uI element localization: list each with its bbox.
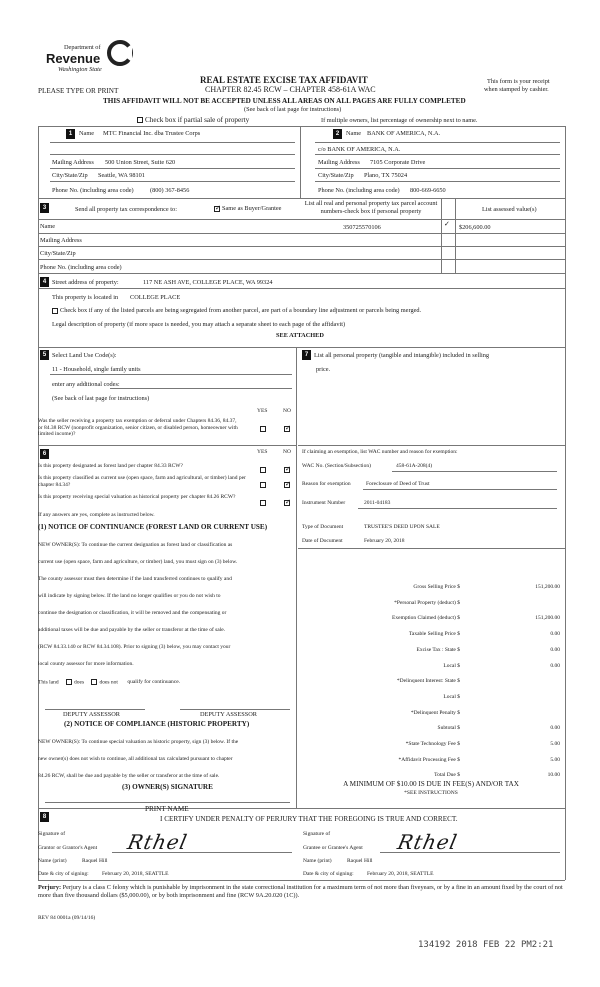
section-8-number: 8 <box>40 812 49 822</box>
street-address[interactable]: 117 NE ASH AVE, COLLEGE PLACE, WA 99324 <box>143 279 273 286</box>
tax-row: *Personal Property (deduct) $ <box>394 599 460 606</box>
dept-line3: Washington State <box>58 66 102 73</box>
form-subtitle: CHAPTER 82.45 RCW – CHAPTER 458-61A WAC <box>205 85 376 94</box>
receipt-stamp: 134192 2018 FEB 22 PM2:21 <box>418 940 554 950</box>
section-1-number: 1 <box>66 129 75 139</box>
forest-question: Is this property designated as forest land per chapter 84.33 RCW? <box>38 463 183 469</box>
tax-row: Local $ 0.00 <box>443 662 560 669</box>
doc-date[interactable]: February 20, 2018 <box>364 538 405 544</box>
certify-statement: I CERTIFY UNDER PENALTY OF PERJURY THAT THE FOREGOING IS TRUE AND CORRECT. <box>160 815 458 823</box>
exempt-no-checkbox[interactable] <box>284 420 292 438</box>
same-as-buyer-checkbox[interactable] <box>214 206 220 212</box>
buyer-mailing-label: Mailing Address <box>318 159 360 166</box>
grantee-sig-label2: Grantee or Grantee's Agent <box>303 845 363 851</box>
this-land-row: This land does does not qualify for continuance. <box>38 679 181 686</box>
segregated[interactable]: Check box if any of the listed parcels are being segregated from another parcel, are part of a boundary line adjustment or parcels being merged. <box>52 307 421 315</box>
personal-property-label: List all personal property (tangible and intangible) included in selling <box>314 352 490 359</box>
section-4-number: 4 <box>40 277 49 287</box>
historic-yes-checkbox[interactable] <box>260 494 268 512</box>
deputy-assessor-2: DEPUTY ASSESSOR <box>200 711 257 718</box>
exemption-note: If claiming an exemption, list WAC number and reason for exemption: <box>302 449 458 455</box>
grantor-name-label: Name (print) <box>38 858 67 864</box>
located-in[interactable]: COLLEGE PLACE <box>130 294 181 301</box>
seller-phone[interactable]: (800) 367-8456 <box>150 187 190 194</box>
form-title: REAL ESTATE EXCISE TAX AFFIDAVIT <box>200 75 368 85</box>
current-use-question: Is this property classified as current use (open space, farm and agricultural, or timber) land per chapter 84.34? <box>38 475 246 488</box>
buyer-name[interactable]: BANK OF AMERICA, N.A. <box>367 130 441 137</box>
historic-no-checkbox[interactable] <box>284 494 292 512</box>
instrument-number[interactable]: 2011-04183 <box>364 500 391 506</box>
tax-row: *State Technology Fee $ 5.00 <box>405 741 560 748</box>
notice-compliance-title: (2) NOTICE OF COMPLIANCE (HISTORIC PROPERTY) <box>64 720 250 728</box>
s6-yes: YES <box>257 449 268 455</box>
receipt-note2: when stamped by cashier. <box>484 86 549 93</box>
print-name-label: PRINT NAME <box>145 805 189 813</box>
does-checkbox[interactable] <box>66 679 72 685</box>
grantor-signature[interactable]: Rthel <box>125 830 190 854</box>
seller-city[interactable]: Seattle, WA 98101 <box>98 172 145 179</box>
partial-sale-checkbox[interactable] <box>137 117 143 123</box>
tax-row: Gross Selling Price $ 151,200.00 <box>413 584 560 590</box>
grantor-name[interactable]: Raquel Hill <box>82 858 108 864</box>
section-2-number: 2 <box>333 129 342 139</box>
dept-line1: Department of <box>64 44 101 51</box>
buyer-co[interactable]: c/o BANK OF AMERICA, N.A. <box>318 146 401 153</box>
current-use-yes-checkbox[interactable] <box>260 476 268 494</box>
send-correspondence-label: Send all property tax correspondence to: <box>75 206 177 213</box>
doc-type[interactable]: TRUSTEE'S DEED UPON SALE <box>364 524 440 530</box>
buyer-phone[interactable]: 800-669-6650 <box>410 187 446 194</box>
doc-date-label: Date of Document <box>302 538 343 544</box>
owner-signature-label: (3) OWNER(S) SIGNATURE <box>122 783 213 791</box>
tax-row: Local $ <box>443 693 460 700</box>
assessed-header: List assessed value(s) <box>482 206 537 213</box>
instructions-note: (See back of last page for instructions) <box>244 106 342 113</box>
personal-property-price: price. <box>316 366 331 373</box>
tax-row: *Delinquent Interest: State $ <box>396 678 460 685</box>
street-label: Street address of property: <box>52 279 119 286</box>
seller-name[interactable]: MTC Financial Inc. dba Trustee Corps <box>103 130 201 137</box>
notice-continuance-text: NEW OWNER(S): To continue the current designation as forest land or classification as current use (open space, farm and agriculture, or timber) land, you must sign on (3) below. The county assessor must then determine if the land transferred continues to qualify and will indicate by signing below. If the land no longer qualifies or you do not wish to continue the designation or classification, it will be removed and the compensating or additional taxes will be due and payable by the seller or transferor at the time of sale. (RCW 84.33.140 or RCW 84.34.108). Prior to signing (3) below, you may contact your local county assessor for more information. <box>38 542 238 667</box>
parcel-number[interactable]: 350725570106 <box>343 224 381 231</box>
same-as-buyer[interactable]: ✓ Same as Buyer/Grantee <box>214 205 281 213</box>
see-attached: SEE ATTACHED <box>276 332 324 339</box>
buyer-city-label: City/State/Zip <box>318 172 354 179</box>
personal-property-checkbox[interactable] <box>444 222 452 230</box>
assessed-value[interactable]: $206,600.00 <box>459 224 491 231</box>
buyer-name-label: Name <box>346 130 362 137</box>
s5-yes: YES <box>257 408 268 414</box>
warning: THIS AFFIDAVIT WILL NOT BE ACCEPTED UNLESS ALL AREAS ON ALL PAGES ARE FULLY COMPLETED <box>103 97 466 105</box>
grantee-date[interactable]: February 20, 2018, SEATTLE <box>367 871 434 877</box>
current-use-no-checkbox[interactable] <box>284 476 292 494</box>
receipt-note1: This form is your receipt <box>487 78 550 85</box>
parcel-header: List all real and personal property tax parcel account numbers-check box if personal property <box>304 200 438 215</box>
partial-sale[interactable]: Check box if partial sale of property <box>137 116 249 125</box>
seller-city-label: City/State/Zip <box>52 172 88 179</box>
seller-mailing[interactable]: 500 Union Street, Suite 620 <box>105 159 176 166</box>
grantor-sig-label2: Grantor or Grantor's Agent <box>38 845 98 851</box>
perjury-statement: Perjury: Perjury is a class C felony which is punishable by imprisonment in the state correctional institution for a maximum term of not more than fiveyears, or by a fine in an amount fixed by the court of not more than five thousand dollars ($5,000.00), or by both imprisonment and fine (RCW 9A.20.020 (1C)). <box>38 884 563 899</box>
section-6-number: 6 <box>40 449 49 459</box>
type-note: PLEASE TYPE OR PRINT <box>38 87 119 95</box>
buyer-phone-label: Phone No. (including area code) <box>318 187 400 194</box>
seller-phone-label: Phone No. (including area code) <box>52 187 134 194</box>
notice-continuance-title: (1) NOTICE OF CONTINUANCE (FOREST LAND OR CURRENT USE) <box>38 523 268 531</box>
grantee-name-label: Name (print) <box>303 858 332 864</box>
doc-type-label: Type of Document <box>302 524 344 530</box>
buyer-city[interactable]: Plano, TX 75024 <box>364 172 408 179</box>
reason[interactable]: Foreclosure of Deed of Trust <box>366 481 430 487</box>
grantee-sig-label1: Signature of <box>303 831 331 837</box>
form-number: REV 84 0001a (09/14/16) <box>38 915 96 921</box>
located-label: This property is located in <box>52 294 119 301</box>
exempt-yes-checkbox[interactable] <box>260 420 268 438</box>
revenue-logo-icon <box>105 40 135 66</box>
land-use-code[interactable]: 11 - Household, single family units <box>52 366 141 373</box>
segregated-checkbox[interactable] <box>52 308 58 314</box>
dept-name: Revenue <box>46 51 101 66</box>
wac-number[interactable]: 458-61A-208(4) <box>396 463 433 469</box>
minimum-due: A MINIMUM OF $10.00 IS DUE IN FEE(S) AND/OR TAX <box>343 780 519 788</box>
s3-city-label: City/State/Zip <box>40 250 76 257</box>
grantor-sig-label1: Signature of <box>38 831 66 837</box>
multiple-owners-note: If multiple owners, list percentage of ownership next to name. <box>321 117 478 124</box>
s5-no: NO <box>283 408 291 414</box>
grantor-date[interactable]: February 20, 2018, SEATTLE <box>102 871 169 877</box>
section-7-number: 7 <box>302 350 311 360</box>
additional-codes-label: enter any additional codes: <box>52 381 120 388</box>
historic-question: Is this property receiving special valuation as historical property per chapter 84.26 RCW? <box>38 494 236 500</box>
see-instructions: *SEE INSTRUCTIONS <box>404 790 458 796</box>
tax-row: Excise Tax : State $ 0.00 <box>416 646 560 653</box>
grantee-signature[interactable]: Rthel <box>395 830 460 854</box>
tax-row: Taxable Selling Price $ 0.00 <box>408 631 560 638</box>
seller-mailing-label: Mailing Address <box>52 159 94 166</box>
grantee-date-label: Date & city of signing: <box>303 871 354 877</box>
s6-no: NO <box>283 449 291 455</box>
seller-name-label: Name <box>79 130 95 137</box>
tax-row: *Affidavit Processing Fee $ 5.00 <box>398 756 560 763</box>
section-5-number: 5 <box>40 350 49 360</box>
s3-phone-label: Phone No. (including area code) <box>40 264 122 271</box>
tax-row: Total Due $ 10.00 <box>434 772 560 779</box>
grantee-name[interactable]: Raquel Hill <box>347 858 373 864</box>
tax-row: Subtotal $ 0.00 <box>437 725 560 732</box>
section-3-number: 3 <box>40 203 49 213</box>
instrument-label: Instrument Number <box>302 500 346 506</box>
tax-row: *Delinquent Penalty $ <box>410 709 460 716</box>
if-yes-note: If any answers are yes, complete as instructed below. <box>38 512 155 518</box>
wac-label: WAC No. (Section/Subsection) <box>302 463 371 469</box>
exempt-question: Was the seller receiving a property tax exemption or deferral under Chapters 84.36, 84.37, or 84.38 RCW (nonprofit organization, senior citizen, or disabled person, homeowner with limited income)? <box>38 418 238 438</box>
does-not-checkbox[interactable] <box>91 679 97 685</box>
buyer-mailing[interactable]: 7105 Corporate Drive <box>370 159 426 166</box>
s3-name-label: Name <box>40 223 56 230</box>
s3-mailing-label: Mailing Address <box>40 237 82 244</box>
deputy-assessor-1: DEPUTY ASSESSOR <box>63 711 120 718</box>
legal-description-label: Legal description of property (if more space is needed, you may attach a separate sheet to each page of the affidavit) <box>52 321 346 328</box>
see-back-note: (See back of last page for instructions) <box>52 395 150 402</box>
land-use-label: Select Land Use Code(s): <box>52 352 117 359</box>
grantor-date-label: Date & city of signing: <box>38 871 89 877</box>
notice-compliance-text: NEW OWNER(S): To continue special valuation as historic property, sign (3) below. If the new owner(s) does not wish to continue, all additional tax calculated pursuant to chapter 84.26 RCW, shall be due and payable by the seller or transferor at the time of sale. <box>38 739 239 779</box>
tax-row: Exemption Claimed (deduct) $ 151,200.00 <box>392 615 560 622</box>
reason-label: Reason for exemption <box>302 481 351 487</box>
tax-table <box>300 580 562 784</box>
